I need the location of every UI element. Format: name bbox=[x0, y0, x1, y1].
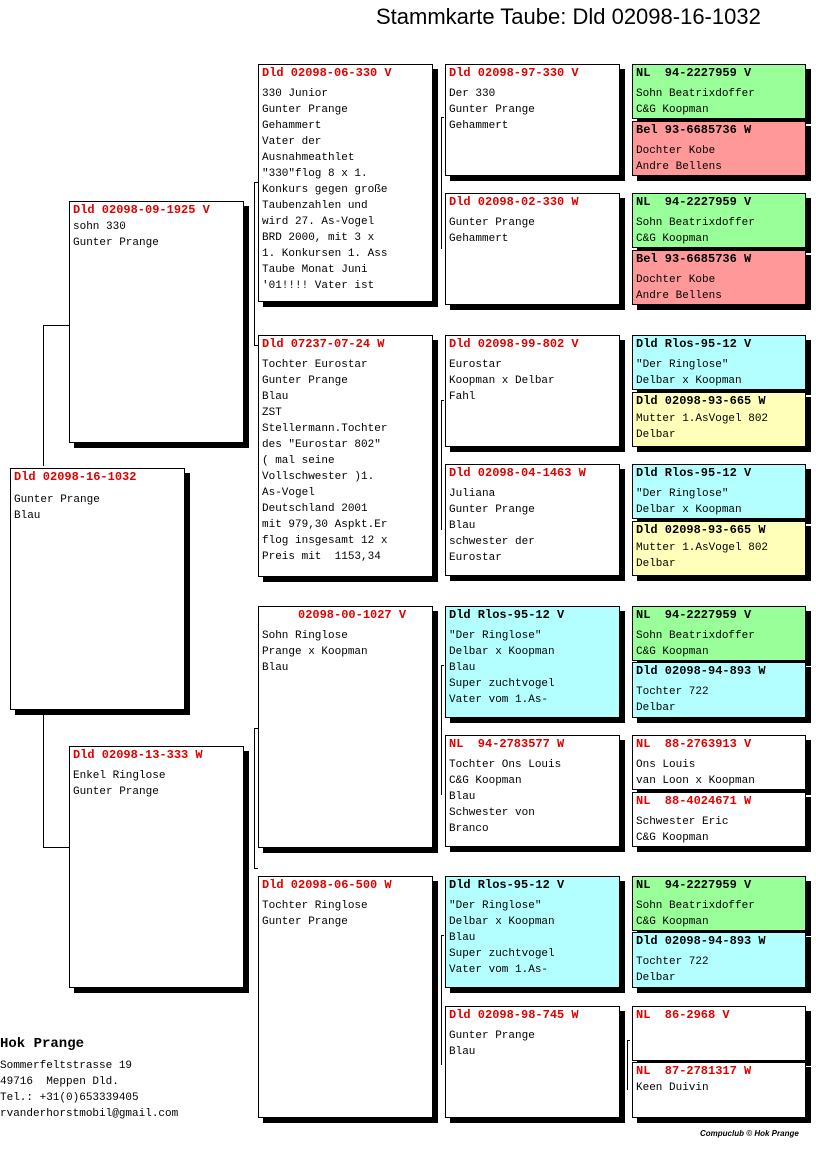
detail-line: wird 27. As-Vogel bbox=[262, 216, 375, 228]
pedigree-card-dam bbox=[69, 746, 244, 988]
ring-number: Dld 02098-99-802 V bbox=[449, 337, 579, 351]
detail-line: Vater vom 1.As- bbox=[449, 964, 549, 976]
ring-number: Dld 02098-94-893 W bbox=[636, 664, 766, 678]
connector bbox=[254, 728, 255, 868]
card-details bbox=[259, 898, 432, 930]
card-details bbox=[11, 492, 184, 524]
connector bbox=[43, 847, 70, 848]
detail-line: Schwester von bbox=[449, 807, 535, 819]
detail-line: Keen Duivin bbox=[636, 1082, 709, 1094]
pedigree-card-gen5 bbox=[632, 735, 806, 790]
detail-line: Schwester Eric bbox=[636, 816, 729, 828]
ring-number: Dld Rlos-95-12 V bbox=[449, 878, 565, 892]
card-details bbox=[446, 898, 619, 978]
detail-line: Vater vom 1.As- bbox=[449, 694, 549, 706]
detail-line: '01!!!! Vater ist bbox=[262, 280, 375, 292]
pedigree-card-gen5 bbox=[632, 121, 806, 176]
detail-line: BRD 2000, mit 3 x bbox=[262, 232, 375, 244]
pedigree-card-gen5 bbox=[632, 606, 806, 661]
connector bbox=[441, 935, 444, 936]
detail-line: Blau bbox=[449, 662, 476, 674]
detail-line: Gehammert bbox=[449, 233, 509, 245]
connector bbox=[43, 325, 44, 466]
connector bbox=[441, 665, 442, 795]
ring-number: 02098-00-1027 V bbox=[262, 608, 407, 622]
detail-line: sohn 330 bbox=[73, 221, 126, 233]
ring-number: Dld 02098-97-330 V bbox=[449, 66, 579, 80]
detail-line: Vollschwester )1. bbox=[262, 471, 375, 483]
pedigree-card-gen5 bbox=[632, 521, 806, 576]
detail-line: Juliana bbox=[449, 488, 496, 500]
detail-line: Koopman x Delbar bbox=[449, 375, 555, 387]
detail-line: 1. Konkursen 1. Ass bbox=[262, 248, 388, 260]
detail-line: flog insgesamt 12 x bbox=[262, 535, 388, 547]
connector bbox=[254, 182, 255, 345]
detail-line: Blau bbox=[449, 1046, 476, 1058]
pedigree-card-great-grandparent bbox=[445, 193, 620, 305]
detail-line: Tochter Ons Louis bbox=[449, 759, 562, 771]
detail-line: ( mal seine bbox=[262, 455, 335, 467]
detail-line: Eurostar bbox=[449, 552, 502, 564]
detail-line: Sohn Ringlose bbox=[262, 630, 348, 642]
detail-line: Delbar x Koopman bbox=[449, 646, 555, 658]
detail-line: C&G Koopman bbox=[636, 832, 709, 844]
detail-line: Gunter Prange bbox=[449, 1030, 535, 1042]
ring-number: Dld 02098-93-665 W bbox=[636, 394, 766, 408]
connector bbox=[441, 665, 444, 666]
detail-line: C&G Koopman bbox=[636, 646, 709, 658]
connector bbox=[441, 117, 442, 249]
detail-line: As-Vogel bbox=[262, 487, 315, 499]
card-details bbox=[633, 411, 805, 443]
card-details bbox=[633, 143, 805, 175]
detail-line: Super zuchtvogel bbox=[449, 948, 555, 960]
detail-line: C&G Koopman bbox=[636, 104, 709, 116]
card-details bbox=[446, 357, 619, 405]
pedigree-card-great-grandparent bbox=[445, 876, 620, 988]
pedigree-card-gen5 bbox=[632, 1062, 806, 1118]
card-details bbox=[446, 486, 619, 566]
connector bbox=[441, 935, 442, 1065]
detail-line: Preis mit 1153,34 bbox=[262, 551, 381, 563]
detail-line: Blau bbox=[262, 662, 289, 674]
pedigree-card-great-grandparent bbox=[445, 606, 620, 718]
detail-line: Delbar x Koopman bbox=[636, 504, 742, 516]
owner-address-street: Sommerfeltstrasse 19 bbox=[0, 1060, 133, 1072]
detail-line: Delbar bbox=[636, 429, 676, 441]
detail-line: 330 Junior bbox=[262, 88, 329, 100]
connector bbox=[254, 868, 258, 869]
detail-line: Sohn Beatrixdoffer bbox=[636, 630, 755, 642]
detail-line: Super zuchtvogel bbox=[449, 678, 555, 690]
card-details bbox=[633, 898, 805, 930]
detail-line: Prange x Koopman bbox=[262, 646, 368, 658]
detail-line: Gunter Prange bbox=[262, 104, 348, 116]
card-details bbox=[633, 540, 805, 572]
pedigree-card-gen5 bbox=[632, 250, 806, 305]
connector bbox=[441, 400, 444, 401]
card-details bbox=[633, 757, 805, 789]
ring-number: Dld 02098-98-745 W bbox=[449, 1008, 579, 1022]
detail-line: Der 330 bbox=[449, 88, 496, 100]
detail-line: Gunter Prange bbox=[262, 916, 348, 928]
connector bbox=[43, 713, 44, 847]
ring-number: Dld 02098-94-893 W bbox=[636, 934, 766, 948]
card-details bbox=[633, 86, 805, 118]
connector bbox=[441, 117, 444, 118]
detail-line: Vater der bbox=[262, 136, 322, 148]
ring-number: Dld Rlos-95-12 V bbox=[449, 608, 565, 622]
detail-line: C&G Koopman bbox=[449, 775, 522, 787]
detail-line: Dochter Kobe bbox=[636, 145, 716, 157]
ring-number: NL 88-4024671 W bbox=[636, 794, 752, 808]
ring-number: NL 94-2227959 V bbox=[636, 195, 752, 209]
card-details bbox=[259, 86, 432, 294]
connector bbox=[43, 325, 70, 326]
pedigree-card-grandparent bbox=[258, 876, 433, 1118]
pedigree-card-gen5 bbox=[632, 64, 806, 119]
detail-line: "Der Ringlose" bbox=[636, 359, 729, 371]
ring-number: Dld 02098-93-665 W bbox=[636, 523, 766, 537]
owner-block bbox=[0, 1036, 178, 1122]
detail-line: Tochter 722 bbox=[636, 956, 709, 968]
ring-number: NL 94-2227959 V bbox=[636, 608, 752, 622]
detail-line: Delbar x Koopman bbox=[449, 916, 555, 928]
card-details bbox=[446, 215, 619, 247]
ring-number: Dld 02098-04-1463 W bbox=[449, 466, 586, 480]
pedigree-card-gen5 bbox=[632, 1006, 806, 1061]
card-details bbox=[633, 684, 805, 716]
owner-name: Hok Prange bbox=[0, 1036, 85, 1052]
detail-line: Eurostar bbox=[449, 359, 502, 371]
pedigree-card-subject bbox=[10, 468, 185, 710]
detail-line: Enkel Ringlose bbox=[73, 770, 166, 782]
detail-line: Taube Monat Juni bbox=[262, 264, 368, 276]
detail-line: Blau bbox=[449, 932, 476, 944]
pedigree-card-grandparent bbox=[258, 64, 433, 302]
connector bbox=[441, 400, 442, 530]
detail-line: Mutter 1.AsVogel 802 bbox=[636, 413, 769, 425]
detail-line: Branco bbox=[449, 823, 489, 835]
detail-line: Deutschland 2001 bbox=[262, 503, 368, 515]
detail-line: "Der Ringlose" bbox=[449, 900, 542, 912]
detail-line: Sohn Beatrixdoffer bbox=[636, 88, 755, 100]
card-details bbox=[446, 757, 619, 837]
card-details bbox=[70, 768, 243, 800]
detail-line: Blau bbox=[449, 520, 476, 532]
card-details bbox=[259, 628, 432, 676]
ring-number: Dld Rlos-95-12 V bbox=[636, 466, 752, 480]
pedigree-card-gen5 bbox=[632, 392, 806, 447]
card-details bbox=[633, 357, 805, 389]
ring-number: NL 94-2783577 W bbox=[449, 737, 565, 751]
card-details bbox=[446, 86, 619, 134]
ring-number: Dld 02098-16-1032 bbox=[14, 470, 137, 484]
ring-number: Dld Rlos-95-12 V bbox=[636, 337, 752, 351]
pedigree-card-gen5 bbox=[632, 932, 806, 988]
detail-line: Sohn Beatrixdoffer bbox=[636, 900, 755, 912]
detail-line: Blau bbox=[262, 391, 289, 403]
detail-line: C&G Koopman bbox=[636, 916, 709, 928]
pedigree-card-great-grandparent bbox=[445, 64, 620, 176]
footer-credit: Compuclub © Hok Prange bbox=[700, 1129, 799, 1138]
card-details bbox=[633, 628, 805, 660]
ring-number: Dld 02098-02-330 W bbox=[449, 195, 579, 209]
detail-line: Delbar bbox=[636, 972, 676, 984]
detail-line: Tochter Eurostar bbox=[262, 359, 368, 371]
card-details bbox=[633, 486, 805, 518]
ring-number: Bel 93-6685736 W bbox=[636, 123, 752, 137]
detail-line: Ons Louis bbox=[636, 759, 696, 771]
card-details bbox=[70, 219, 243, 251]
detail-line: des "Eurostar 802" bbox=[262, 439, 381, 451]
detail-line: "Der Ringlose" bbox=[449, 630, 542, 642]
ring-number: Bel 93-6685736 W bbox=[636, 252, 752, 266]
pedigree-card-gen5 bbox=[632, 876, 806, 931]
ring-number: Dld 02098-13-333 W bbox=[73, 748, 203, 762]
detail-line: Gunter Prange bbox=[449, 504, 535, 516]
detail-line: Stellermann.Tochter bbox=[262, 423, 388, 435]
detail-line: Gunter Prange bbox=[262, 375, 348, 387]
pedigree-card-gen5 bbox=[632, 662, 806, 718]
detail-line: ZST bbox=[262, 407, 282, 419]
connector bbox=[627, 1040, 630, 1041]
card-details bbox=[633, 1080, 805, 1096]
owner-phone: Tel.: +31(0)653339405 bbox=[0, 1092, 139, 1104]
detail-line: Delbar bbox=[636, 702, 676, 714]
detail-line: Gehammert bbox=[262, 120, 322, 132]
detail-line: "330"flog 8 x 1. bbox=[262, 168, 368, 180]
detail-line: C&G Koopman bbox=[636, 233, 709, 245]
page-title: Stammkarte Taube: Dld 02098-16-1032 bbox=[376, 4, 761, 29]
detail-line: "Der Ringlose" bbox=[636, 488, 729, 500]
detail-line: Blau bbox=[449, 791, 476, 803]
detail-line: Gunter Prange bbox=[14, 494, 100, 506]
pedigree-card-sire bbox=[69, 201, 244, 443]
detail-line: Ausnahmeathlet bbox=[262, 152, 355, 164]
pedigree-card-grandparent bbox=[258, 335, 433, 577]
pedigree-card-great-grandparent bbox=[445, 464, 620, 576]
pedigree-card-grandparent bbox=[258, 606, 433, 848]
detail-line: Delbar x Koopman bbox=[636, 375, 742, 387]
pedigree-card-great-grandparent bbox=[445, 335, 620, 447]
detail-line: Andre Bellens bbox=[636, 290, 722, 302]
ring-number: Dld 07237-07-24 W bbox=[262, 337, 385, 351]
card-details bbox=[446, 628, 619, 708]
detail-line: Dochter Kobe bbox=[636, 274, 716, 286]
ring-number: NL 87-2781317 W bbox=[636, 1064, 752, 1078]
detail-line: mit 979,30 Aspkt.Er bbox=[262, 519, 388, 531]
detail-line: van Loon x Koopman bbox=[636, 775, 755, 787]
detail-line: Blau bbox=[14, 510, 41, 522]
pedigree-card-gen5 bbox=[632, 335, 806, 390]
detail-line: Gunter Prange bbox=[449, 217, 535, 229]
detail-line: schwester der bbox=[449, 536, 535, 548]
pedigree-card-great-grandparent bbox=[445, 735, 620, 847]
pedigree-card-gen5 bbox=[632, 464, 806, 519]
detail-line: Delbar bbox=[636, 558, 676, 570]
detail-line: Gehammert bbox=[449, 120, 509, 132]
detail-line: Fahl bbox=[449, 391, 476, 403]
pedigree-card-great-grandparent bbox=[445, 1006, 620, 1118]
card-details bbox=[259, 357, 432, 565]
detail-line: Gunter Prange bbox=[449, 104, 535, 116]
ring-number: NL 94-2227959 V bbox=[636, 66, 752, 80]
detail-line: Tochter Ringlose bbox=[262, 900, 368, 912]
card-details bbox=[633, 954, 805, 986]
card-details bbox=[633, 814, 805, 846]
ring-number: Dld 02098-09-1925 V bbox=[73, 203, 210, 217]
owner-address-city: 49716 Meppen Dld. bbox=[0, 1076, 119, 1088]
card-details bbox=[633, 272, 805, 304]
detail-line: Mutter 1.AsVogel 802 bbox=[636, 542, 769, 554]
owner-email: rvanderhorstmobil@gmail.com bbox=[0, 1108, 179, 1120]
ring-number: NL 86-2968 V bbox=[636, 1008, 730, 1022]
detail-line: Taubenzahlen und bbox=[262, 200, 368, 212]
detail-line: Andre Bellens bbox=[636, 161, 722, 173]
detail-line: Konkurs gegen große bbox=[262, 184, 388, 196]
ring-number: Dld 02098-06-500 W bbox=[262, 878, 392, 892]
ring-number: NL 88-2763913 V bbox=[636, 737, 752, 751]
ring-number: Dld 02098-06-330 V bbox=[262, 66, 392, 80]
pedigree-card-gen5 bbox=[632, 193, 806, 248]
ring-number: NL 94-2227959 V bbox=[636, 878, 752, 892]
card-details bbox=[633, 215, 805, 247]
detail-line: Gunter Prange bbox=[73, 237, 159, 249]
card-details bbox=[446, 1028, 619, 1060]
connector bbox=[627, 1040, 628, 1090]
detail-line: Gunter Prange bbox=[73, 786, 159, 798]
pedigree-card-gen5 bbox=[632, 792, 806, 847]
detail-line: Sohn Beatrixdoffer bbox=[636, 217, 755, 229]
detail-line: Tochter 722 bbox=[636, 686, 709, 698]
